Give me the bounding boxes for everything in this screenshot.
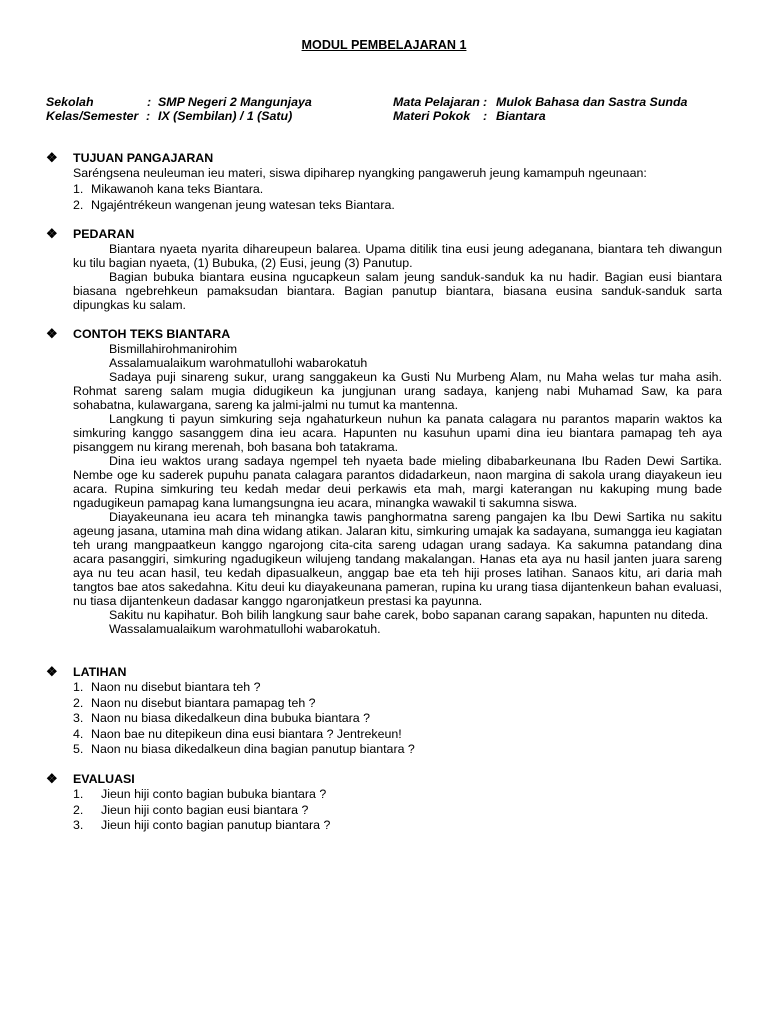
- heading-tujuan: TUJUAN PANGAJARAN: [73, 151, 214, 165]
- subject-colon: :: [483, 95, 488, 109]
- pedaran-paragraph-2: Bagian bubuka biantara eusina ngucapkeun salam jeung sanduk-sanduk ka nu hadir. Bagian eusi biantara biasana ngebrehkeun pamaksudan biantara. Bagian panutup biantara, biasana eusina sanduk-sanduk sarta dipungkas ku salam.: [73, 270, 722, 312]
- list-text: Jieun hiji conto bagian bubuka biantara ?: [101, 787, 327, 801]
- section-heading: [46, 772, 722, 787]
- list-number: 4.: [73, 726, 84, 741]
- list-number: 2.: [73, 695, 84, 710]
- topic-value: Biantara: [496, 109, 546, 123]
- list-text: Naon bae nu ditepikeun dina eusi biantara ? Jentrekeun!: [91, 726, 402, 741]
- section-heading: [46, 665, 722, 680]
- list-item: [73, 787, 722, 803]
- document-title: MODUL PEMBELAJARAN 1: [301, 38, 467, 52]
- diamond-bullet-icon: ❖: [46, 326, 58, 341]
- list-text: Naon nu disebut biantara pamapag teh ?: [91, 695, 316, 710]
- list-number: 2.: [73, 802, 84, 817]
- diamond-bullet-icon: ❖: [46, 150, 58, 165]
- subject-label: Mata Pelajaran: [393, 95, 480, 109]
- list-number: 1.: [73, 182, 84, 196]
- list-number: 3.: [73, 711, 84, 725]
- list-number: 5.: [73, 742, 84, 756]
- section-contoh: [46, 327, 722, 636]
- topic-label: Materi Pokok: [393, 109, 471, 123]
- list-text: Jieun hiji conto bagian eusi biantara ?: [101, 802, 309, 817]
- list-text: Mikawanoh kana teks Biantara.: [91, 182, 264, 196]
- pedaran-paragraph-1: Biantara nyaeta nyarita dihareupeun balarea. Upama ditilik tina eusi jeung adeganana, biantara teh diwangun ku tilu bagian nyaeta, (1) Bubuka, (2) Eusi, jeung (3) Panutup.: [73, 242, 722, 270]
- list-item: [73, 727, 722, 743]
- contoh-opening-1: Bismillahirohmanirohim: [109, 342, 238, 356]
- list-number: 2.: [73, 197, 84, 212]
- list-number: 1.: [73, 680, 84, 694]
- list-text: Jieun hiji conto bagian panutup biantara ?: [101, 818, 331, 832]
- diamond-bullet-icon: ❖: [46, 771, 58, 786]
- contoh-paragraph-4: Diayakeunana ieu acara teh minangka tawis panghormatna sareng pangajen ka Ibu Dewi Sartika nu sakitu ageung jasana, utamina mah dina widang atikan. Jalaran kitu, simkuring umajak ka sadayana, sumangga ieu kagiatan teh urang mangpaatkeun kanggo ngarojong cita-cita sareng udagan urang sadaya. Ka sakumna patandang dina acara pasanggiri, simkuring ngadugikeun wilujeng tandang makalangan. Hanas eta aya nu hasil janten juara sareng aya nu teu acan hasil, teu kedah dipasualkeun, anggap bae eta teh hiji proses latihan. Sanaos kitu, ari daria mah tangtos bae atos sakedahna. Kitu deui ku diayakeunana pameran, rupina ku urang tiasa dijantenkeun bahan evaluasi, nu tiasa dijantenkeun dadasar kanggo ngaronjatkeun prestasi ka payunna.: [73, 510, 722, 608]
- school-label: Sekolah: [46, 95, 94, 109]
- list-number: 1.: [73, 787, 84, 801]
- contoh-paragraph-2: Langkung ti payun simkuring seja ngahaturkeun nuhun ka panata calagara nu parantos maparin waktos ka simkuring kanggo sasanggem dina ieu acara. Hapunten nu kasuhun upami dina ieu biantara pamapag teh aya pisanggem nu kirang merenah, boh basana boh tatakrama.: [73, 412, 722, 454]
- list-item: [73, 711, 722, 727]
- section-heading: [46, 151, 722, 166]
- contoh-paragraph-3: Dina ieu waktos urang sadaya ngempel teh nyaeta bade mieling dibabarkeunana Ibu Raden Dewi Sartika. Nembe oge ku saderek pupuhu panata calagara parantos didadarkeun, naon margina di sakola urang diayakeun ieu acara. Rupina simkuring teu kedah medar deui perkawis eta mah, margi katerangan nu kakuping mung bade ngadugikeun pamapag kana lumangsungna ieu acara, minangka wawakil ti sakumna siswa.: [73, 454, 722, 510]
- section-heading: [46, 327, 722, 342]
- meta-row-school: [0, 95, 768, 110]
- contoh-paragraph-5: Sakitu nu kapihatur. Boh bilih langkung saur bahe carek, bobo sapanan carang sapakan, hapunten nu diteda.: [109, 608, 709, 622]
- contoh-closing: Wassalamualaikum warohmatullohi wabarokatuh.: [109, 622, 381, 636]
- section-latihan: [46, 665, 722, 758]
- list-item: [73, 803, 722, 819]
- contoh-paragraph-1: Sadaya puji sinareng sukur, urang sanggakeun ka Gusti Nu Murbeng Alam, nu Maha welas tur maha asih. Rohmat sareng salam mugia didugikeun ka jungjunan urang sadaya, kanjeng nabi Muhamad Saw, ka para sohabatna, kulawargana, sareng ka jalmi-jalmi nu tumut ka mantenna.: [73, 370, 722, 412]
- section-evaluasi: [46, 772, 722, 834]
- class-colon: :: [146, 109, 151, 123]
- list-text: Naon nu biasa dikedalkeun dina bagian panutup biantara ?: [91, 742, 415, 756]
- section-heading: [46, 227, 722, 242]
- school-value: SMP Negeri 2 Mangunjaya: [158, 95, 312, 109]
- section-tujuan: [46, 151, 722, 213]
- list-item: [73, 818, 722, 834]
- heading-latihan: LATIHAN: [73, 665, 127, 679]
- meta-row-class: [0, 109, 768, 124]
- list-item: [73, 198, 722, 214]
- tujuan-intro: Saréngsena neuleuman ieu materi, siswa dipiharep nyangking pangaweruh jeung kamampuh ngeunaan:: [73, 166, 647, 180]
- list-item: [73, 742, 722, 758]
- contoh-opening-2: Assalamualaikum warohmatullohi wabarokatuh: [109, 356, 368, 370]
- list-text: Ngajéntrékeun wangenan jeung watesan teks Biantara.: [91, 197, 395, 212]
- heading-evaluasi: EVALUASI: [73, 772, 135, 786]
- school-colon: :: [147, 95, 152, 109]
- list-text: Naon nu disebut biantara teh ?: [91, 680, 261, 694]
- section-pedaran: [46, 227, 722, 312]
- subject-value: Mulok Bahasa dan Sastra Sunda: [496, 95, 688, 109]
- diamond-bullet-icon: ❖: [46, 226, 58, 241]
- class-label: Kelas/Semester: [46, 109, 139, 123]
- list-item: [73, 696, 722, 712]
- diamond-bullet-icon: ❖: [46, 664, 58, 679]
- list-item: [73, 680, 722, 696]
- list-item: [73, 182, 722, 198]
- list-number: 3.: [73, 818, 84, 832]
- heading-contoh: CONTOH TEKS BIANTARA: [73, 327, 231, 341]
- list-text: Naon nu biasa dikedalkeun dina bubuka biantara ?: [91, 711, 371, 725]
- heading-pedaran: PEDARAN: [73, 227, 135, 241]
- class-value: IX (Sembilan) / 1 (Satu): [158, 109, 293, 123]
- topic-colon: :: [483, 109, 488, 123]
